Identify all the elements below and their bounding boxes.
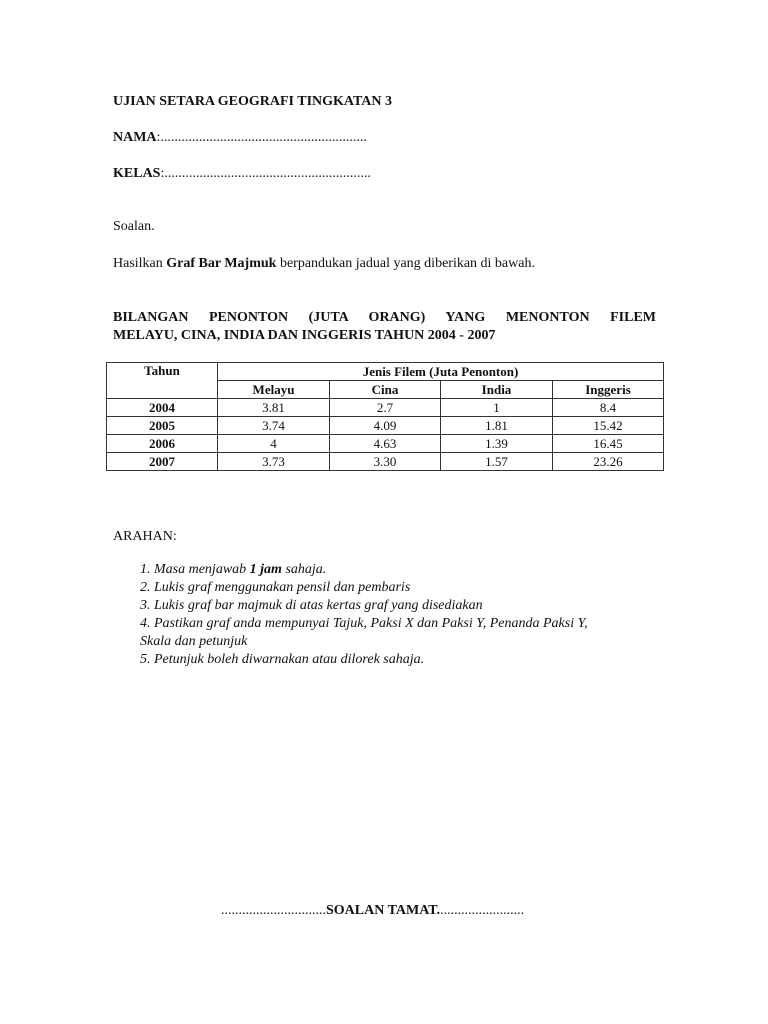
nama-label: NAMA: [113, 130, 157, 145]
instruction-item-continued: Skala dan petunjuk: [140, 634, 248, 649]
year-cell: 2004: [107, 399, 218, 417]
column-header: Cina: [330, 381, 441, 399]
kelas-line: [113, 166, 371, 182]
table-title: [113, 309, 656, 345]
table-row: [107, 453, 664, 471]
table-cell: 23.26: [553, 453, 664, 471]
table-cell: 1.57: [441, 453, 553, 471]
year-cell: 2007: [107, 453, 218, 471]
soalan-label: Soalan.: [113, 219, 155, 234]
table-title-line2: MELAYU, CINA, INDIA DAN INGGERIS TAHUN 2004 - 2007: [113, 328, 496, 343]
table-cell: 16.45: [553, 435, 664, 453]
column-header: India: [441, 381, 553, 399]
end-dots-left: ..............................: [221, 903, 326, 918]
year-header: Tahun: [107, 363, 218, 399]
table-cell: 15.42: [553, 417, 664, 435]
table-cell: 1.81: [441, 417, 553, 435]
question-text: [113, 256, 535, 272]
table-cell: 3.73: [218, 453, 330, 471]
instruction-1-bold: 1 jam: [249, 562, 282, 577]
table-header-row: [107, 363, 664, 381]
table-cell: 3.74: [218, 417, 330, 435]
year-cell: 2005: [107, 417, 218, 435]
kelas-field[interactable]: :...........................................................: [160, 166, 371, 181]
question-text-bold: Graf Bar Majmuk: [166, 256, 277, 271]
instruction-item: [140, 561, 640, 579]
nama-line: [113, 130, 367, 146]
table-row: [107, 417, 664, 435]
table-row: [107, 435, 664, 453]
nama-field[interactable]: :...........................................................: [156, 130, 367, 145]
end-dots-right: ........................: [440, 903, 525, 918]
year-cell: 2006: [107, 435, 218, 453]
question-text-pre: Hasilkan: [113, 256, 167, 271]
instructions-label: ARAHAN:: [113, 529, 177, 544]
group-header: Jenis Filem (Juta Penonton): [218, 363, 664, 381]
instruction-item: 5. Petunjuk boleh diwarnakan atau dilorek sahaja.: [140, 652, 425, 667]
data-table: [106, 362, 664, 471]
exam-title: UJIAN SETARA GEOGRAFI TINGKATAN 3: [113, 94, 393, 109]
kelas-label: KELAS: [113, 166, 161, 181]
end-marker: [221, 903, 524, 919]
column-header: Melayu: [218, 381, 330, 399]
table-cell: 8.4: [553, 399, 664, 417]
instruction-1-post: sahaja.: [281, 562, 327, 577]
table-cell: 4: [218, 435, 330, 453]
instruction-1-pre: 1. Masa menjawab: [140, 562, 250, 577]
table-cell: 3.30: [330, 453, 441, 471]
table-cell: 1.39: [441, 435, 553, 453]
table-cell: 4.09: [330, 417, 441, 435]
table-cell: 3.81: [218, 399, 330, 417]
table-row: [107, 399, 664, 417]
table-cell: 2.7: [330, 399, 441, 417]
instruction-item: 3. Lukis graf bar majmuk di atas kertas graf yang disediakan: [140, 598, 483, 613]
question-text-post: berpandukan jadual yang diberikan di bawah.: [276, 256, 535, 271]
table-cell: 4.63: [330, 435, 441, 453]
end-text: SOALAN TAMAT.: [326, 903, 441, 918]
column-header: Inggeris: [553, 381, 664, 399]
instruction-item: 2. Lukis graf menggunakan pensil dan pembaris: [140, 580, 411, 595]
instructions-list: [140, 561, 640, 669]
table-title-line1: BILANGAN PENONTON (JUTA ORANG) YANG MENONTON FILEM: [113, 310, 656, 325]
table-cell: 1: [441, 399, 553, 417]
instruction-item: 4. Pastikan graf anda mempunyai Tajuk, Paksi X dan Paksi Y, Penanda Paksi Y,: [140, 616, 588, 631]
